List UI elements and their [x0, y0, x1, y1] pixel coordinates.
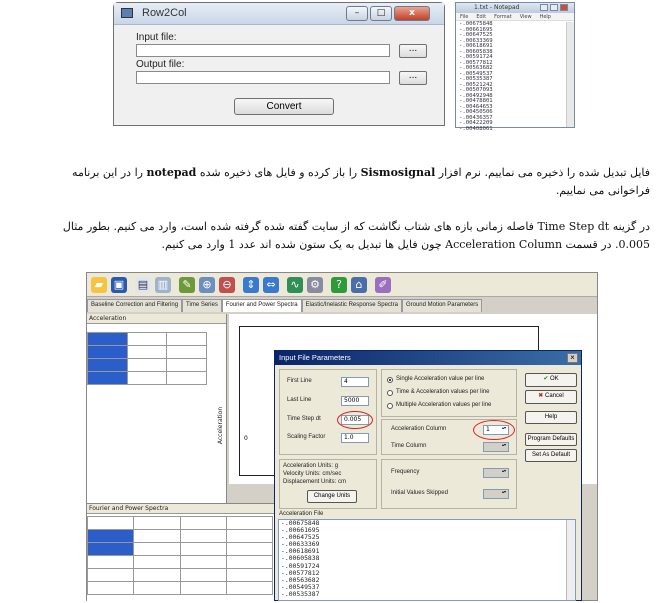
close-button[interactable]: x: [394, 6, 430, 21]
input-file-field[interactable]: [136, 44, 390, 57]
tab-baseline[interactable]: Baseline Correction and Filtering: [87, 299, 182, 312]
row2col-titlebar: [114, 3, 444, 25]
scaling-factor-input[interactable]: 1.0: [341, 433, 369, 443]
menu-view[interactable]: View: [519, 14, 532, 20]
maximize-button[interactable]: □: [370, 6, 392, 21]
notepad-text-area[interactable]: [456, 21, 566, 132]
left-right-arrows-icon[interactable]: ⇔: [263, 277, 279, 293]
notepad-scrollbar[interactable]: [566, 22, 574, 127]
notepad-window: [455, 2, 575, 132]
frequency-label: Frequency: [391, 469, 420, 475]
change-units-button[interactable]: Change Units: [307, 490, 357, 503]
lower-data-panel: [87, 503, 275, 603]
notepad-line: -.00633369: [459, 37, 493, 44]
acceleration-line: -.00535387: [281, 589, 320, 598]
dialog-titlebar: [275, 351, 581, 365]
tab-fourier[interactable]: Fourier and Power Spectra: [222, 299, 302, 312]
menu-edit[interactable]: Edit: [476, 14, 487, 20]
notepad-line: -.00507093: [459, 87, 493, 93]
notepad-close-button[interactable]: [560, 4, 568, 11]
input-file-label: Input file:: [136, 32, 177, 43]
table-row: [88, 543, 273, 556]
notepad-line: -.00464653: [459, 103, 493, 110]
p1-text-3: را در این برنامه فراخوانی می نماییم.: [72, 166, 650, 197]
acceleration-line: -.00618691: [281, 547, 320, 556]
tab-response-spectra[interactable]: Elastic/Inelastic Response Spectra: [302, 299, 402, 312]
acceleration-column-highlight: [473, 420, 515, 440]
p1-bold-notepad: notepad: [146, 166, 197, 179]
p1-text-1: فایل تبدیل شده را ذخیره می نماییم. نرم افزار: [438, 166, 650, 179]
acceleration-line: -.00591724: [281, 561, 320, 570]
notepad-line: -.00408061: [459, 125, 493, 132]
dialog-close-icon[interactable]: ×: [567, 353, 578, 363]
acceleration-line: -.00563682: [281, 575, 320, 584]
set-as-default-button[interactable]: Set As Default: [525, 449, 577, 462]
initial-values-skipped-label: Initial Values Skipped: [391, 490, 448, 496]
table-row: [88, 569, 273, 582]
notepad-title: 1.txt - Notepad: [474, 4, 520, 11]
time-column-stepper[interactable]: [483, 442, 509, 452]
notepad-line: -.00618691: [459, 43, 493, 49]
radio-multiple-acceleration[interactable]: [387, 403, 393, 409]
ok-button[interactable]: [525, 373, 577, 387]
acceleration-line: -.00633369: [281, 540, 320, 549]
left-panel-header: Acceleration: [87, 314, 226, 324]
notepad-line: -.00549537: [459, 70, 493, 77]
table-row: [88, 530, 273, 543]
radio-time-acceleration[interactable]: [387, 390, 393, 396]
tab-ground-motion[interactable]: Ground Motion Parameters: [402, 299, 482, 312]
cancel-x-icon: ✖: [538, 393, 544, 399]
scaling-factor-label: Scaling Factor: [287, 434, 326, 440]
settings-gear-icon[interactable]: ⚙: [307, 277, 323, 293]
notepad-line: -.00436357: [459, 114, 493, 121]
seismo-toolbar: [87, 273, 597, 297]
print-icon[interactable]: ▥: [155, 277, 171, 293]
table-row: [88, 556, 273, 569]
output-file-label: Output file:: [136, 59, 185, 70]
notepad-line: -.00535387: [459, 76, 493, 82]
notepad-line: -.00647525: [459, 32, 493, 38]
acceleration-file-scrollbar[interactable]: [566, 520, 575, 600]
radio-multiple-label: Multiple Acceleration values per line: [396, 402, 492, 408]
table-row: [88, 517, 273, 530]
input-file-parameters-dialog: [274, 350, 582, 601]
app-icon: [121, 8, 133, 18]
notepad-line: -.00563682: [459, 65, 493, 71]
y-axis-label: Acceleration: [217, 406, 225, 445]
dialog-title: Input File Parameters: [279, 353, 351, 362]
check-icon: ✔: [543, 376, 549, 382]
notepad-line: -.00450506: [459, 109, 493, 115]
output-browse-button[interactable]: ...: [399, 71, 427, 85]
program-defaults-button[interactable]: Program Defaults: [525, 433, 577, 446]
acceleration-line: -.00577812: [281, 568, 320, 577]
convert-button[interactable]: Convert: [234, 98, 334, 115]
acceleration-units-text: Acceleration Units: g: [283, 463, 339, 469]
row2col-window: [113, 2, 445, 126]
acceleration-line: -.00647525: [281, 533, 320, 542]
acceleration-file-text: [279, 520, 575, 598]
acceleration-file-label: Acceleration File: [279, 511, 324, 517]
initial-values-skipped-stepper[interactable]: [483, 489, 509, 499]
acceleration-column-stepper[interactable]: 1 ▴▾: [483, 425, 509, 435]
notepad-line: -.00577812: [459, 59, 493, 66]
lower-panel-header: Fourier and Power Spectra: [87, 504, 275, 514]
notepad-line: -.00675848: [459, 21, 493, 27]
tab-time-series[interactable]: Time Series: [182, 299, 222, 312]
time-column-label: Time Column: [391, 443, 427, 449]
table-row: [88, 582, 273, 595]
help-button[interactable]: Help: [525, 411, 577, 424]
radio-single-label: Single Acceleration value per line: [396, 376, 485, 382]
y-tick-zero: 0: [244, 435, 248, 442]
table-row: [88, 333, 207, 346]
time-step-label: Time Step dt: [287, 416, 321, 422]
table-row: [88, 372, 207, 385]
p1-bold-sismosignal: Sismosignal: [360, 166, 436, 179]
velocity-units-text: Velocity Units: cm/sec: [283, 471, 342, 477]
frequency-stepper[interactable]: [483, 468, 509, 478]
time-step-highlight: [337, 411, 373, 429]
edit-icon[interactable]: ✎: [179, 277, 195, 293]
first-line-input[interactable]: 4: [341, 377, 369, 387]
radio-time-label: Time & Acceleration values per line: [396, 389, 490, 395]
acceleration-line: -.00661695: [281, 526, 320, 535]
table-row: [88, 346, 207, 359]
up-down-arrows-icon[interactable]: ⇕: [243, 277, 259, 293]
chart-icon[interactable]: ∿: [287, 277, 303, 293]
paragraph-2: در گزینه Time Step dt فاصله زمانی بازه های شتاب نگاشت که از سایت گفته شده گرفته شده است، وارد می کنیم. بطور مثال 0.005. در قسمت Acceleration Column چون فایل ها تبدیل به یک ستون شده اند عدد 1 وارد می کنیم.: [62, 220, 650, 251]
last-line-label: Last Line: [287, 397, 312, 403]
notepad-line: -.00521242: [459, 81, 493, 88]
notepad-line: -.00591724: [459, 54, 493, 60]
acceleration-file-box[interactable]: [278, 519, 576, 601]
seismo-tabs: [87, 299, 597, 312]
radio-single-acceleration[interactable]: [387, 377, 393, 383]
notepad-line: -.00492948: [459, 92, 493, 99]
acceleration-column-label: Acceleration Column: [391, 426, 447, 432]
last-line-input[interactable]: 5000: [341, 396, 369, 406]
displacement-units-text: Displacement Units: cm: [283, 479, 347, 485]
notepad-line: -.00478801: [459, 98, 493, 104]
notepad-titlebar: [456, 3, 574, 13]
help-icon[interactable]: ?: [331, 277, 347, 293]
acceleration-line: -.00675848: [281, 519, 320, 527]
save-icon[interactable]: ▣: [111, 277, 127, 293]
notepad-line: -.00605838: [459, 48, 493, 55]
cancel-button[interactable]: [525, 390, 577, 404]
zoom-out-icon[interactable]: ⊖: [219, 277, 235, 293]
minimize-button[interactable]: –: [346, 6, 368, 21]
document-icon[interactable]: ▤: [135, 277, 151, 293]
open-folder-icon[interactable]: ▰: [91, 277, 107, 293]
notepad-menubar: [456, 13, 574, 21]
ok-label: OK: [550, 376, 559, 382]
acceleration-line: -.00549537: [281, 582, 320, 591]
zoom-in-icon[interactable]: ⊕: [199, 277, 215, 293]
notepad-line: -.00422209: [459, 120, 493, 126]
p1-text-2: را باز کرده و فایل های ذخیره شده: [199, 166, 358, 179]
window-title: Row2Col: [142, 7, 187, 19]
spectra-grid[interactable]: [87, 516, 273, 595]
input-browse-button[interactable]: ...: [399, 44, 427, 58]
home-icon[interactable]: ⌂: [351, 277, 367, 293]
menu-file[interactable]: File: [460, 14, 469, 20]
frequency-group: [381, 459, 517, 509]
notepad-line: -.00661695: [459, 26, 493, 33]
paragraph-1: [40, 164, 650, 200]
notepad-minimize-button[interactable]: [540, 4, 548, 11]
menu-help[interactable]: Help: [539, 14, 551, 20]
time-step-input[interactable]: 0.005: [341, 415, 369, 425]
menu-format[interactable]: Format: [494, 14, 512, 20]
notes-icon[interactable]: ✐: [375, 277, 391, 293]
acceleration-grid[interactable]: [87, 332, 207, 385]
notepad-maximize-button[interactable]: [550, 4, 558, 11]
table-row: [88, 359, 207, 372]
output-file-field[interactable]: [136, 71, 390, 84]
cancel-label: Cancel: [545, 393, 564, 399]
first-line-label: First Line: [287, 378, 312, 384]
acceleration-line: -.00605838: [281, 554, 320, 563]
